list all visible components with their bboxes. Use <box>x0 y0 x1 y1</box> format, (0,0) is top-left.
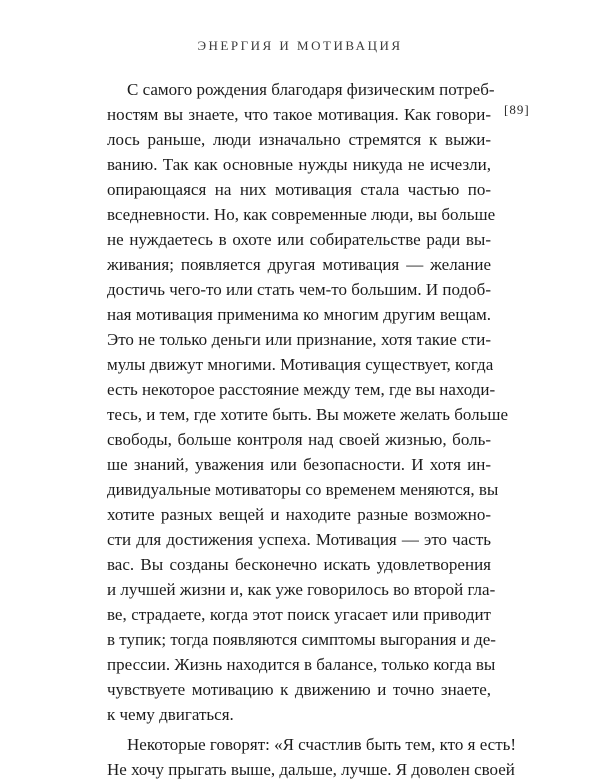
text-line: хотите разных вещей и находите разные возможно- <box>107 505 491 524</box>
text-line: опирающаяся на них мотивация стала частью по- <box>107 180 491 199</box>
paragraph <box>107 732 517 782</box>
text-line: Не хочу прыгать выше, дальше, лучше. Я доволен своей <box>107 760 515 779</box>
text-line: не нуждаетесь в охоте или собирательстве ради вы- <box>107 230 491 249</box>
text-line: С самого рождения благодаря физическим потреб- <box>127 80 495 99</box>
text-line: живания; появляется другая мотивация — желание <box>107 255 491 274</box>
text-line: Некоторые говорят: «Я счастлив быть тем, кто я есть! <box>127 735 517 754</box>
text-line: вас. Вы созданы бесконечно искать удовлетворения <box>107 555 491 574</box>
text-line: Это не только деньги или признание, хотя такие сти- <box>107 330 491 349</box>
text-line: к чему двигаться. <box>107 705 234 724</box>
paragraph <box>107 77 509 727</box>
text-line: мулы движут многими. Мотивация существует, когда <box>107 355 494 374</box>
text-line: чувствуете мотивацию к движению и точно знаете, <box>107 680 491 699</box>
text-line: дивидуальные мотиваторы со временем меняются, вы <box>107 480 499 499</box>
page-number: [89] <box>504 102 530 117</box>
text-line: прессии. Жизнь находится в балансе, только когда вы <box>107 655 496 674</box>
text-line: тесь, и тем, где хотите быть. Вы можете желать больше <box>107 405 509 424</box>
text-line: лось раньше, люди изначально стремятся к выжи- <box>107 130 491 149</box>
text-line: сти для достижения успеха. Мотивация — это часть <box>107 530 491 549</box>
text-line: вседневности. Но, как современные люди, вы больше <box>107 205 496 224</box>
text-line: есть некоторое расстояние между тем, где вы находи- <box>107 380 496 399</box>
text-line: и лучшей жизни и, как уже говорилось во второй гла- <box>107 580 496 599</box>
text-line: ная мотивация применима ко многим другим вещам. <box>107 305 491 324</box>
text-line: ве, страдаете, когда этот поиск угасает или приводит <box>107 605 491 624</box>
text-line: свободы, больше контроля над своей жизнью, боль- <box>107 430 491 449</box>
running-head: ЭНЕРГИЯ И МОТИВАЦИЯ <box>197 38 403 53</box>
text-line: ностям вы знаете, что такое мотивация. Как говори- <box>107 105 491 124</box>
text-line: достичь чего-то или стать чем-то большим. И подоб- <box>107 280 491 299</box>
text-line: ванию. Так как основные нужды никуда не исчезли, <box>107 155 491 174</box>
text-line: в тупик; тогда появляются симптомы выгорания и де- <box>107 630 496 649</box>
text-line: ше знаний, уважения или безопасности. И хотя ин- <box>107 455 491 474</box>
